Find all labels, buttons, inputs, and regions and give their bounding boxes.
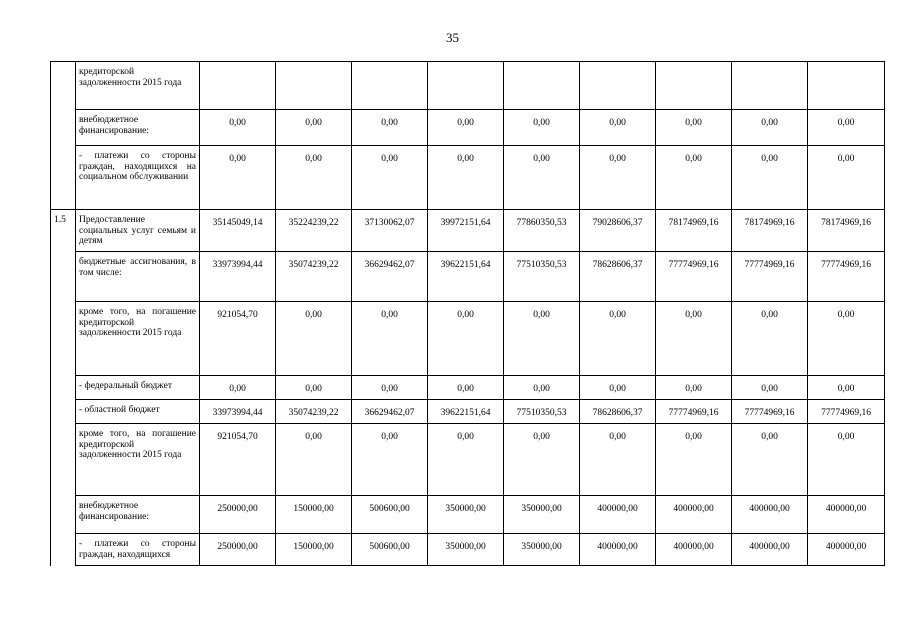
value-cell: 400000,00 — [580, 496, 656, 534]
value-cell: 0,00 — [808, 302, 885, 376]
value-cell: 0,00 — [200, 146, 276, 210]
value-cell: 0,00 — [352, 424, 428, 496]
value-cell: 0,00 — [580, 110, 656, 146]
value-cell: 0,00 — [808, 110, 885, 146]
value-cell: 0,00 — [428, 424, 504, 496]
value-cell: 250000,00 — [200, 534, 276, 566]
value-cell: 35224239,22 — [276, 210, 352, 252]
value-cell — [656, 62, 732, 110]
value-cell: 37130062,07 — [352, 210, 428, 252]
budget-table — [50, 61, 885, 566]
value-cell: 921054,70 — [200, 424, 276, 496]
value-cell: 0,00 — [352, 376, 428, 400]
row-code-cell — [51, 534, 76, 566]
value-cell: 0,00 — [200, 110, 276, 146]
value-cell: 0,00 — [732, 424, 808, 496]
value-cell: 400000,00 — [580, 534, 656, 566]
value-cell: 77774969,16 — [656, 400, 732, 424]
table-row — [51, 302, 885, 376]
value-cell: 0,00 — [352, 146, 428, 210]
value-cell: 0,00 — [200, 376, 276, 400]
value-cell — [200, 62, 276, 110]
value-cell: 921054,70 — [200, 302, 276, 376]
value-cell: 0,00 — [808, 424, 885, 496]
value-cell: 400000,00 — [732, 496, 808, 534]
value-cell: 0,00 — [428, 302, 504, 376]
value-cell: 77510350,53 — [504, 252, 580, 302]
value-cell: 0,00 — [580, 302, 656, 376]
value-cell: 0,00 — [504, 376, 580, 400]
value-cell: 33973994,44 — [200, 252, 276, 302]
table-row — [51, 400, 885, 424]
value-cell: 400000,00 — [808, 496, 885, 534]
value-cell: 0,00 — [580, 146, 656, 210]
value-cell: 350000,00 — [428, 534, 504, 566]
row-code-cell: 1.5 — [51, 210, 76, 252]
value-cell: 79028606,37 — [580, 210, 656, 252]
row-label-cell: внебюджетное финансирование: — [76, 496, 200, 534]
value-cell: 0,00 — [732, 376, 808, 400]
value-cell: 0,00 — [732, 110, 808, 146]
value-cell: 0,00 — [276, 110, 352, 146]
table-row — [51, 210, 885, 252]
row-code-cell — [51, 376, 76, 400]
value-cell: 0,00 — [504, 146, 580, 210]
table-row — [51, 252, 885, 302]
value-cell: 35074239,22 — [276, 252, 352, 302]
value-cell: 78174969,16 — [656, 210, 732, 252]
value-cell: 500600,00 — [352, 534, 428, 566]
page-number: 35 — [446, 30, 459, 45]
value-cell: 500600,00 — [352, 496, 428, 534]
value-cell: 0,00 — [352, 110, 428, 146]
row-code-cell — [51, 146, 76, 210]
value-cell: 39622151,64 — [428, 400, 504, 424]
row-label-cell: - платежи со стороны граждан, находящихся — [76, 534, 200, 566]
value-cell: 77860350,53 — [504, 210, 580, 252]
row-label-cell: Предоставление социальных услуг семьям и детям — [76, 210, 200, 252]
value-cell: 0,00 — [656, 110, 732, 146]
value-cell: 36629462,07 — [352, 252, 428, 302]
row-code-cell — [51, 110, 76, 146]
value-cell: 0,00 — [580, 376, 656, 400]
table-row — [51, 424, 885, 496]
row-code-cell — [51, 400, 76, 424]
value-cell: 0,00 — [808, 376, 885, 400]
value-cell: 400000,00 — [656, 496, 732, 534]
row-code-cell — [51, 424, 76, 496]
value-cell: 39972151,64 — [428, 210, 504, 252]
value-cell: 0,00 — [504, 302, 580, 376]
row-code-cell — [51, 62, 76, 110]
value-cell: 250000,00 — [200, 496, 276, 534]
table-row — [51, 146, 885, 210]
value-cell: 150000,00 — [276, 496, 352, 534]
value-cell: 350000,00 — [504, 496, 580, 534]
value-cell: 36629462,07 — [352, 400, 428, 424]
value-cell: 0,00 — [504, 424, 580, 496]
row-label-cell: - областной бюджет — [76, 400, 200, 424]
value-cell: 35074239,22 — [276, 400, 352, 424]
value-cell: 77774969,16 — [732, 252, 808, 302]
value-cell: 0,00 — [352, 302, 428, 376]
value-cell: 77510350,53 — [504, 400, 580, 424]
value-cell: 35145049,14 — [200, 210, 276, 252]
table-row — [51, 496, 885, 534]
value-cell: 0,00 — [276, 146, 352, 210]
value-cell: 350000,00 — [428, 496, 504, 534]
table-row — [51, 62, 885, 110]
value-cell: 78174969,16 — [732, 210, 808, 252]
value-cell: 350000,00 — [504, 534, 580, 566]
row-label-cell: внебюджетное финансирование: — [76, 110, 200, 146]
value-cell: 0,00 — [732, 302, 808, 376]
row-code-cell — [51, 496, 76, 534]
value-cell: 77774969,16 — [808, 252, 885, 302]
value-cell: 0,00 — [428, 146, 504, 210]
row-label-cell: - федеральный бюджет — [76, 376, 200, 400]
value-cell: 400000,00 — [732, 534, 808, 566]
value-cell: 0,00 — [808, 146, 885, 210]
value-cell: 0,00 — [428, 110, 504, 146]
row-label-cell: - платежи со стороны граждан, находящихся на социальном обслуживании — [76, 146, 200, 210]
value-cell: 0,00 — [504, 110, 580, 146]
value-cell — [504, 62, 580, 110]
row-label-cell: кроме того, на погашение кредиторской задолженности 2015 года — [76, 424, 200, 496]
value-cell: 400000,00 — [656, 534, 732, 566]
table-row — [51, 376, 885, 400]
value-cell: 400000,00 — [808, 534, 885, 566]
value-cell: 77774969,16 — [808, 400, 885, 424]
value-cell: 0,00 — [656, 376, 732, 400]
value-cell — [580, 62, 656, 110]
value-cell: 39622151,64 — [428, 252, 504, 302]
table-row — [51, 534, 885, 566]
value-cell: 0,00 — [732, 146, 808, 210]
value-cell: 0,00 — [656, 302, 732, 376]
value-cell: 77774969,16 — [732, 400, 808, 424]
row-code-cell — [51, 302, 76, 376]
value-cell — [352, 62, 428, 110]
value-cell: 0,00 — [276, 424, 352, 496]
value-cell: 78628606,37 — [580, 252, 656, 302]
row-label-cell: кредиторской задолженности 2015 года — [76, 62, 200, 110]
value-cell — [732, 62, 808, 110]
value-cell: 0,00 — [580, 424, 656, 496]
value-cell — [276, 62, 352, 110]
row-label-cell: бюджетные ассигнования, в том числе: — [76, 252, 200, 302]
row-code-cell — [51, 252, 76, 302]
value-cell: 0,00 — [656, 424, 732, 496]
value-cell: 77774969,16 — [656, 252, 732, 302]
value-cell: 78174969,16 — [808, 210, 885, 252]
value-cell: 33973994,44 — [200, 400, 276, 424]
value-cell: 0,00 — [656, 146, 732, 210]
value-cell: 0,00 — [428, 376, 504, 400]
value-cell: 78628606,37 — [580, 400, 656, 424]
value-cell: 0,00 — [276, 302, 352, 376]
value-cell: 150000,00 — [276, 534, 352, 566]
value-cell: 0,00 — [276, 376, 352, 400]
value-cell — [428, 62, 504, 110]
value-cell — [808, 62, 885, 110]
row-label-cell: кроме того, на погашение кредиторской задолженности 2015 года — [76, 302, 200, 376]
table-row — [51, 110, 885, 146]
